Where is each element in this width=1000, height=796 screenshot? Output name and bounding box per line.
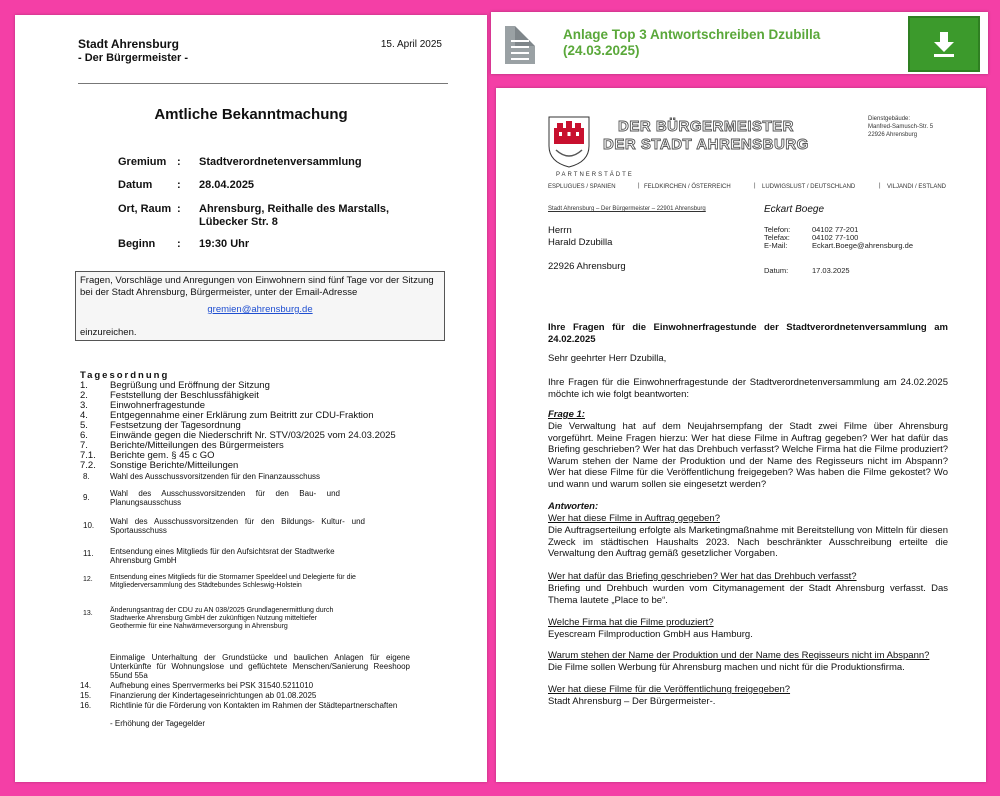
left-document-page bbox=[15, 15, 487, 782]
antworten-label: Antworten: bbox=[548, 501, 599, 512]
agenda-number: 7.1. bbox=[80, 450, 96, 461]
agenda-item: Einwohnerfragestunde bbox=[110, 400, 206, 411]
document-date: 15. April 2025 bbox=[380, 39, 442, 50]
answer-text: Die Auftragserteilung erfolgte als Marketingmaßnahme mit Bereitstellung von Mitteln für diesen Zweck im städtischen Haushalts 2023. Nach beschränkter Ausschreibung erteilte die Verwaltung den Auftrag gemäß gesetzlicher Vorgaben. bbox=[548, 525, 948, 559]
right-document-page bbox=[496, 88, 986, 782]
agenda-item: Entsendung eines Mitglieds für die Stormarner Speeldeel und Delegierte für die Mitgliederversammlung des Städtebundes Schleswig-Holstein bbox=[110, 574, 356, 589]
recipient-city: 22926 Ahrensburg bbox=[548, 261, 626, 272]
contact-name: Eckart Boege bbox=[764, 204, 825, 215]
agenda-item: Begrüßung und Eröffnung der Sitzung bbox=[110, 380, 270, 391]
meta-value-ort-2: Lübecker Str. 8 bbox=[199, 216, 278, 228]
answer-question: Wer hat diese Filme für die Veröffentlichung freigegeben? bbox=[548, 684, 791, 695]
agenda-number: 3. bbox=[80, 400, 88, 411]
answer-text: Die Filme sollen Werbung für Ahrensburg machen und nicht für die Produktionsfirma. bbox=[548, 662, 905, 673]
partner-city: VILJANDI / ESTLAND bbox=[887, 184, 947, 190]
meta-key-gremium: Gremium bbox=[118, 156, 167, 168]
meta-colon: : bbox=[177, 179, 181, 191]
agenda-item: Festsetzung der Tagesordnung bbox=[110, 420, 241, 431]
agenda-item-extra: - Erhöhung der Tagegelder bbox=[110, 719, 206, 728]
agenda-item: Feststellung der Beschlussfähigkeit bbox=[110, 390, 259, 401]
agenda-number: 5. bbox=[80, 420, 88, 431]
box-line-1: Fragen, Vorschläge und Anregungen von Einwohnern sind fünf Tage vor der Sitzung bbox=[80, 275, 434, 286]
box-line-2: bei der Stadt Ahrensburg, Bürgermeister, unter der Email-Adresse bbox=[80, 287, 358, 298]
agenda-number: 11. bbox=[83, 549, 94, 558]
download-icon bbox=[930, 30, 958, 58]
answer-question: Welche Firma hat die Filme produziert? bbox=[548, 617, 714, 628]
agenda-number: 1. bbox=[80, 380, 88, 391]
agenda-number: 10. bbox=[83, 521, 95, 530]
agenda-number: 16. bbox=[80, 701, 92, 710]
agenda-item: Wahl des Ausschussvorsitzenden für den Finanzausschuss bbox=[110, 472, 321, 481]
agenda-number: 7.2. bbox=[80, 460, 96, 471]
partner-city: ESPLUGUES / SPANIEN bbox=[548, 184, 616, 190]
frage-text: Die Verwaltung hat auf dem Neujahrsempfang der Stadt zwei Filme über Ahrensburg vorgeführt. Meine Fragen hierzu: Wer hat diese Filme in Auftrag gegeben? Wer hat dafür das Briefing geschrieben? Wer hat das Drehbuch verfasst? Welche Firma hat die Filme produziert? Warum stehen der Name der Produktion und der Name des Regisseurs nicht im Abspann? Wer hat diese Filme für die Veröffentlichung freigegeben? Was haben die Filme gekostet? Wo und wann und warum sollen sie eingesetzt werden? bbox=[548, 421, 948, 490]
box-line-3: einzureichen. bbox=[80, 327, 137, 338]
agenda-title: Tagesordnung bbox=[80, 370, 170, 381]
agenda-item-extra: Aufhebung eines Sperrvermerks bei PSK 31540.5211010 bbox=[110, 681, 314, 690]
partner-label: PARTNERSTÄDTE bbox=[556, 172, 634, 178]
org-subtitle: - Der Bürgermeister - bbox=[78, 52, 189, 64]
meta-key-beginn: Beginn bbox=[118, 238, 156, 250]
intro-paragraph: Ihre Fragen für die Einwohnerfragestunde der Stadtverordnetenversammlung am 24.02.2025 möchte ich wie folgt beantworten: bbox=[548, 377, 948, 400]
building-city: 22926 Ahrensburg bbox=[868, 132, 918, 138]
divider bbox=[78, 83, 448, 84]
document-icon bbox=[505, 26, 535, 64]
email-link[interactable]: gremien@ahrensburg.de bbox=[207, 304, 313, 315]
datum-label: Datum: bbox=[764, 266, 789, 275]
answer-text: Stadt Ahrensburg – Der Bürgermeister-. bbox=[548, 696, 716, 707]
meta-colon: : bbox=[177, 203, 181, 215]
answer-text: Eyescream Filmproduction GmbH aus Hamburg. bbox=[548, 629, 753, 640]
agenda-item: Änderungsantrag der CDU zu AN 038/2025 Grundlagenermittlung durch Stadtwerke Ahrensburg GmbH der zukünftigen Nutzung mitteltiefer Geothermie für eine Nahwärmeversorgung in Ahrensburg bbox=[110, 607, 334, 630]
coat-of-arms-icon bbox=[548, 116, 590, 168]
contact-key: Telefon: bbox=[764, 225, 791, 234]
meta-colon: : bbox=[177, 238, 181, 250]
meta-value-datum: 28.04.2025 bbox=[199, 179, 255, 191]
agenda-item: Wahl des Ausschussvorsitzenden für den Bau- und Planungsausschuss bbox=[110, 489, 340, 507]
agenda-item: Einmalige Unterhaltung der Grundstücke und baulichen Anlagen für eigene Unterkünfte für Wohnungslose und geflüchtete Menschen/Sanierung Reeshoop 55und 55a bbox=[110, 653, 410, 680]
agenda-number: 7. bbox=[80, 440, 88, 451]
org-name: Stadt Ahrensburg bbox=[78, 37, 179, 51]
page-title: Amtliche Bekanntmachung bbox=[154, 106, 348, 123]
agenda-item: Entsendung eines Mitglieds für den Aufsichtsrat der Stadtwerke Ahrensburg GmbH bbox=[110, 547, 335, 565]
agenda-item: Richtlinie für die Förderung von Kontakten im Rahmen der Städtepartnerschaften bbox=[110, 701, 398, 710]
agenda-number: 4. bbox=[80, 410, 88, 421]
frage-label: Frage 1: bbox=[548, 409, 585, 420]
agenda-item: Sonstige Berichte/Mitteilungen bbox=[110, 460, 239, 471]
agenda-item: Finanzierung der Kindertageseinrichtungen ab 01.08.2025 bbox=[110, 691, 317, 700]
attachment-banner[interactable] bbox=[491, 12, 988, 74]
meta-colon: : bbox=[177, 156, 181, 168]
letter-date: 17.03.2025 bbox=[812, 266, 850, 275]
salutation: Sehr geehrter Herr Dzubilla, bbox=[548, 353, 667, 364]
meta-value-ort: Ahrensburg, Reithalle des Marstalls, bbox=[199, 203, 390, 215]
sender-line: Stadt Ahrensburg – Der Bürgermeister – 22901 Ahrensburg bbox=[548, 206, 706, 212]
answer-question: Warum stehen der Name der Produktion und der Name des Regisseurs nicht im Abspann? bbox=[548, 650, 930, 661]
recipient-name: Harald Dzubilla bbox=[548, 237, 613, 248]
letterhead-line-2: DER STADT AHRENSBURG bbox=[603, 136, 809, 153]
letterhead-line-1: DER BÜRGERMEISTER bbox=[618, 118, 795, 135]
letter-subject: Ihre Fragen für die Einwohnerfragestunde der Stadtverordnetenversammlung am 24.02.2025 bbox=[548, 322, 948, 345]
recipient-line: Herrn bbox=[548, 225, 572, 236]
contact-fax: 04102 77-100 bbox=[812, 233, 859, 242]
agenda-item: Wahl des Ausschussvorsitzenden für den Bildungs- Kultur- und Sportausschuss bbox=[110, 517, 365, 535]
separator: | bbox=[754, 183, 756, 189]
separator: | bbox=[638, 183, 640, 189]
agenda-list bbox=[80, 381, 440, 781]
agenda-number: 9. bbox=[83, 493, 90, 502]
separator: | bbox=[879, 183, 881, 189]
meta-value-beginn: 19:30 Uhr bbox=[199, 238, 250, 250]
contact-key: Telefax: bbox=[764, 233, 790, 242]
agenda-number: 13. bbox=[83, 610, 93, 617]
building-street: Manfred-Samusch-Str. 5 bbox=[868, 124, 934, 130]
agenda-item: Berichte/Mitteilungen des Bürgermeisters bbox=[110, 440, 284, 451]
agenda-number: 8. bbox=[83, 472, 90, 481]
agenda-number: 15. bbox=[80, 691, 92, 700]
building-label: Dienstgebäude: bbox=[868, 116, 911, 122]
answer-text: Briefing und Drehbuch wurden vom Citymanagement der Stadt Ahrensburg verfasst. Das Thema lautete „Place to be“. bbox=[548, 583, 948, 606]
meta-key-ort: Ort, Raum bbox=[118, 203, 172, 215]
submission-info-box bbox=[75, 271, 445, 341]
contact-email: Eckart.Boege@ahrensburg.de bbox=[812, 241, 914, 250]
download-button[interactable] bbox=[908, 16, 980, 72]
answer-question: Wer hat dafür das Briefing geschrieben? Wer hat das Drehbuch verfasst? bbox=[548, 571, 857, 582]
contact-key: E-Mail: bbox=[764, 241, 788, 250]
agenda-item: Berichte gem. § 45 c GO bbox=[110, 450, 215, 461]
meta-key-datum: Datum bbox=[118, 179, 153, 191]
attachment-title[interactable]: Anlage Top 3 Antwortschreiben Dzubilla (24.03.2025) bbox=[563, 27, 821, 58]
agenda-item: Entgegennahme einer Erklärung zum Beitritt zur CDU-Fraktion bbox=[110, 410, 374, 421]
partner-city: LUDWIGSLUST / DEUTSCHLAND bbox=[762, 184, 856, 190]
agenda-number: 2. bbox=[80, 390, 88, 401]
agenda-number: 14. bbox=[80, 681, 92, 690]
answer-question: Wer hat diese Filme in Auftrag gegeben? bbox=[548, 513, 720, 524]
contact-phone: 04102 77-201 bbox=[812, 225, 859, 234]
partner-city: FELDKIRCHEN / ÖSTERREICH bbox=[644, 184, 731, 190]
agenda-number: 6. bbox=[80, 430, 88, 441]
agenda-item: Einwände gegen die Niederschrift Nr. STV/03/2025 vom 24.03.2025 bbox=[110, 430, 396, 441]
agenda-number: 12. bbox=[83, 576, 93, 583]
meta-value-gremium: Stadtverordnetenversammlung bbox=[199, 156, 362, 168]
